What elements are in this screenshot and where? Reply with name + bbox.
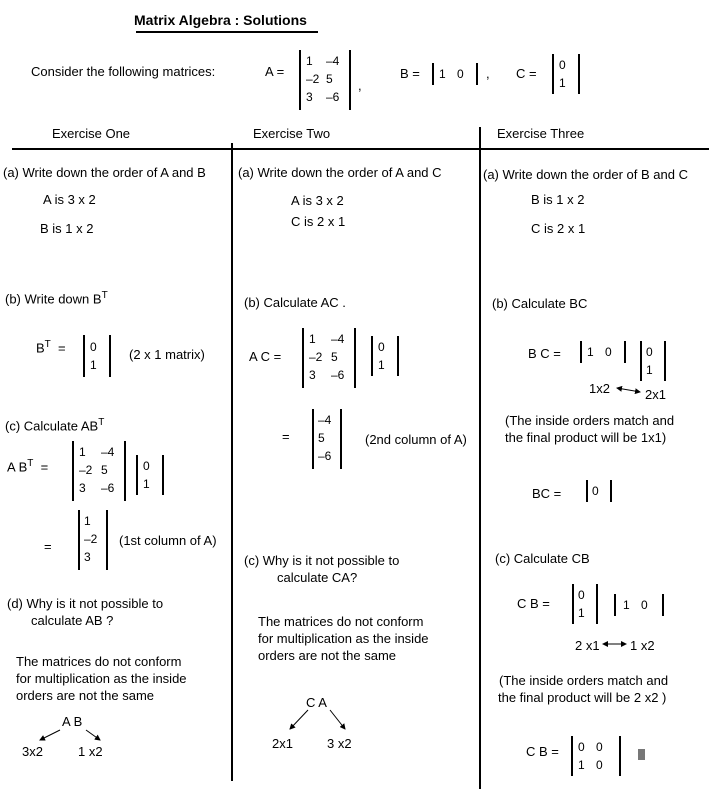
matrix-cell: 1 — [439, 67, 446, 81]
ex3-cb-note-line1: (The inside orders match and — [499, 673, 669, 688]
ex3-cb-result-cells — [578, 738, 614, 774]
page-title: Matrix Algebra : Solutions — [134, 12, 307, 28]
intro-comma-b: , — [486, 66, 490, 81]
ex2-c-answer-line2: for multiplication as the inside — [258, 631, 429, 646]
matrix-cell: 0 — [559, 58, 566, 72]
matrix-cell: –2 — [79, 463, 93, 477]
ex3-bc-right-order: 2x1 — [645, 387, 666, 402]
matrix-cell: –2 — [84, 532, 98, 546]
ex1-d-right-order: 1 x2 — [78, 744, 103, 759]
ex2-ac-note: (2nd column of A) — [365, 432, 467, 447]
matrix-cell: –4 — [318, 413, 332, 427]
ex3-bc-left-order: 1x2 — [589, 381, 610, 396]
ex3-bc-note-line2: the final product will be 1x1) — [505, 430, 667, 445]
intro-text: Consider the following matrices: — [31, 64, 216, 79]
matrix-cell: –2 — [309, 350, 323, 364]
ex1-abt-label: A $B^T$ = — [7, 458, 49, 475]
matrix-cell: 1 — [623, 598, 630, 612]
matrix-cell: 3 — [79, 481, 86, 495]
matrix-cell: 1 — [378, 358, 385, 372]
ex2-c-ca-label: C A — [306, 695, 327, 710]
ex2-c-answer-line3: orders are not the same — [258, 648, 397, 663]
ex3-a-answer-b: B is 1 x 2 — [531, 192, 585, 207]
matrix-cell: 0 — [646, 345, 653, 359]
matrix-cell: –2 — [306, 72, 320, 86]
matrix-a-label: A = — [265, 64, 285, 79]
ex2-c-left-order: 2x1 — [272, 736, 293, 751]
ex2-c-right-order: 3 x2 — [327, 736, 352, 751]
ex3-cb-label: C B = — [517, 596, 550, 611]
ex2-left-arrow — [290, 710, 308, 729]
ex2-ac-matrix-a — [302, 328, 356, 388]
matrix-cell: 3 — [306, 90, 313, 104]
ex3-bc-c-cells — [646, 343, 660, 379]
ex1-d-answer-line2: for multiplication as the inside — [16, 671, 187, 686]
ex1-a-answer-b: B is 1 x 2 — [40, 221, 94, 236]
matrix-cell: –4 — [331, 332, 345, 346]
matrix-cell: 0 — [90, 340, 97, 354]
ex3-c-question: (c) Calculate CB — [495, 551, 590, 566]
matrix-cell: 1 — [309, 332, 316, 346]
matrix-cell: 0 — [596, 740, 603, 754]
ex1-left-arrow — [40, 730, 60, 740]
matrix-cell: –6 — [326, 90, 340, 104]
matrix-cell: 3 — [309, 368, 316, 382]
ex1-right-arrow — [86, 730, 100, 740]
ex3-cb-note-line2: the final product will be 2 x2 ) — [498, 690, 667, 705]
ex3-cb-c-cells — [578, 586, 592, 622]
ex3-cb-right-order: 1 x2 — [630, 638, 655, 653]
ex3-a-question: (a) Write down the order of B and C — [483, 167, 688, 182]
matrix-c-label: C = — [516, 66, 537, 81]
matrix-cell: –4 — [101, 445, 115, 459]
ex2-ac-result-eq: = — [282, 429, 290, 444]
matrix-cell: –6 — [331, 368, 345, 382]
matrix-cell: 1 — [79, 445, 86, 459]
matrix-cell: 5 — [331, 350, 338, 364]
ex2-right-arrow — [330, 710, 345, 729]
ex2-a-question: (a) Write down the order of A and C — [238, 165, 442, 180]
ex1-bt-note: (2 x 1 matrix) — [129, 347, 205, 362]
ex3-bc-matrix-c — [640, 341, 666, 381]
ex3-bc-result-cells — [592, 482, 606, 500]
intro-comma-a: , — [358, 78, 362, 93]
ex3-cb-result-matrix — [571, 736, 621, 776]
matrix-cell: 1 — [646, 363, 653, 377]
matrix-cell: 0 — [592, 484, 599, 498]
ex2-b-question: (b) Calculate AC . — [244, 295, 346, 310]
ex2-ac-label: A C = — [249, 349, 282, 364]
matrix-cell: 0 — [596, 758, 603, 772]
matrix-b-label: B = — [400, 66, 420, 81]
ex3-bc-arrow — [617, 388, 640, 392]
ex1-d-left-order: 3x2 — [22, 744, 43, 759]
ex3-bc-note-line1: (The inside orders match and — [505, 413, 675, 428]
ex3-bc-result-label: BC = — [532, 486, 562, 501]
matrix-cell: 1 — [578, 606, 585, 620]
ex1-d-question-line1: (d) Why is it not possible to — [7, 596, 164, 611]
matrix-cell: 5 — [326, 72, 333, 86]
matrix-cell: 0 — [378, 340, 385, 354]
cursor-marker — [638, 749, 645, 760]
matrix-cell: –6 — [318, 449, 332, 463]
ex2-c-question-line2: calculate CA? — [277, 570, 358, 585]
header-exercise-one: Exercise One — [52, 126, 131, 141]
ex3-cb-result-label: C B = — [526, 744, 559, 759]
ex1-bt-label: $B^T$ = — [36, 339, 66, 356]
ex1-d-answer-line1: The matrices do not conform — [16, 654, 182, 669]
ex1-abt-result-eq: = — [44, 539, 52, 554]
ex2-ac-result-matrix — [312, 409, 342, 469]
matrix-cell: 0 — [605, 345, 612, 359]
matrix-cell: 1 — [587, 345, 594, 359]
header-exercise-three: Exercise Three — [497, 126, 585, 141]
matrix-cell: –4 — [326, 54, 340, 68]
ex1-d-ab-label: A B — [62, 714, 83, 729]
ex2-ac-result-cells — [318, 411, 334, 465]
ex2-ac-matrix-c — [371, 336, 399, 376]
matrix-cell: 1 — [559, 76, 566, 90]
header-exercise-two: Exercise Two — [253, 126, 331, 141]
ex1-c-question: (c) Calculate $AB^T$ — [5, 417, 105, 434]
matrix-cell: 0 — [578, 588, 585, 602]
ex1-a-answer-a: A is 3 x 2 — [43, 192, 96, 207]
matrix-cell: 0 — [641, 598, 648, 612]
ex1-a-question: (a) Write down the order of A and B — [3, 165, 206, 180]
ex1-abt-result-note: (1st column of A) — [119, 533, 217, 548]
ex3-cb-b-cells — [623, 596, 659, 614]
matrix-cell: 5 — [318, 431, 325, 445]
matrix-cell: 1 — [578, 758, 585, 772]
ex3-cb-matrix-c — [572, 584, 598, 624]
ex3-bc-result-matrix — [586, 480, 612, 502]
matrix-cell: –6 — [101, 481, 115, 495]
ex3-bc-label: B C = — [528, 346, 561, 361]
ex3-cb-left-order: 2 x1 — [575, 638, 600, 653]
matrix-cell: 5 — [101, 463, 108, 477]
ex2-ac-a-cells — [309, 330, 353, 384]
matrix-cell: 3 — [84, 550, 91, 564]
ex3-bc-matrix-b — [580, 341, 626, 363]
ex1-d-question-line2: calculate AB ? — [31, 613, 114, 628]
ex1-b-question: (b) Write down $B^T$ — [5, 290, 108, 307]
matrix-cell: 1 — [143, 477, 150, 491]
ex3-b-question: (b) Calculate BC — [492, 296, 588, 311]
ex3-bc-b-cells — [587, 343, 623, 361]
ex2-a-answer-a: A is 3 x 2 — [291, 193, 344, 208]
ex2-c-question-line1: (c) Why is it not possible to — [244, 553, 400, 568]
ex2-c-answer-line1: The matrices do not conform — [258, 614, 424, 629]
ex2-ac-c-cells — [378, 338, 392, 374]
matrix-cell: 1 — [84, 514, 91, 528]
matrix-cell: 0 — [578, 740, 585, 754]
matrix-cell: 1 — [90, 358, 97, 372]
ex3-cb-matrix-b — [614, 594, 664, 616]
ex3-a-answer-c: C is 2 x 1 — [531, 221, 586, 236]
ex2-a-answer-c: C is 2 x 1 — [291, 214, 346, 229]
matrix-cell: 1 — [306, 54, 313, 68]
matrix-cell: 0 — [457, 67, 464, 81]
ex1-d-answer-line3: orders are not the same — [16, 688, 155, 703]
matrix-cell: 0 — [143, 459, 150, 473]
